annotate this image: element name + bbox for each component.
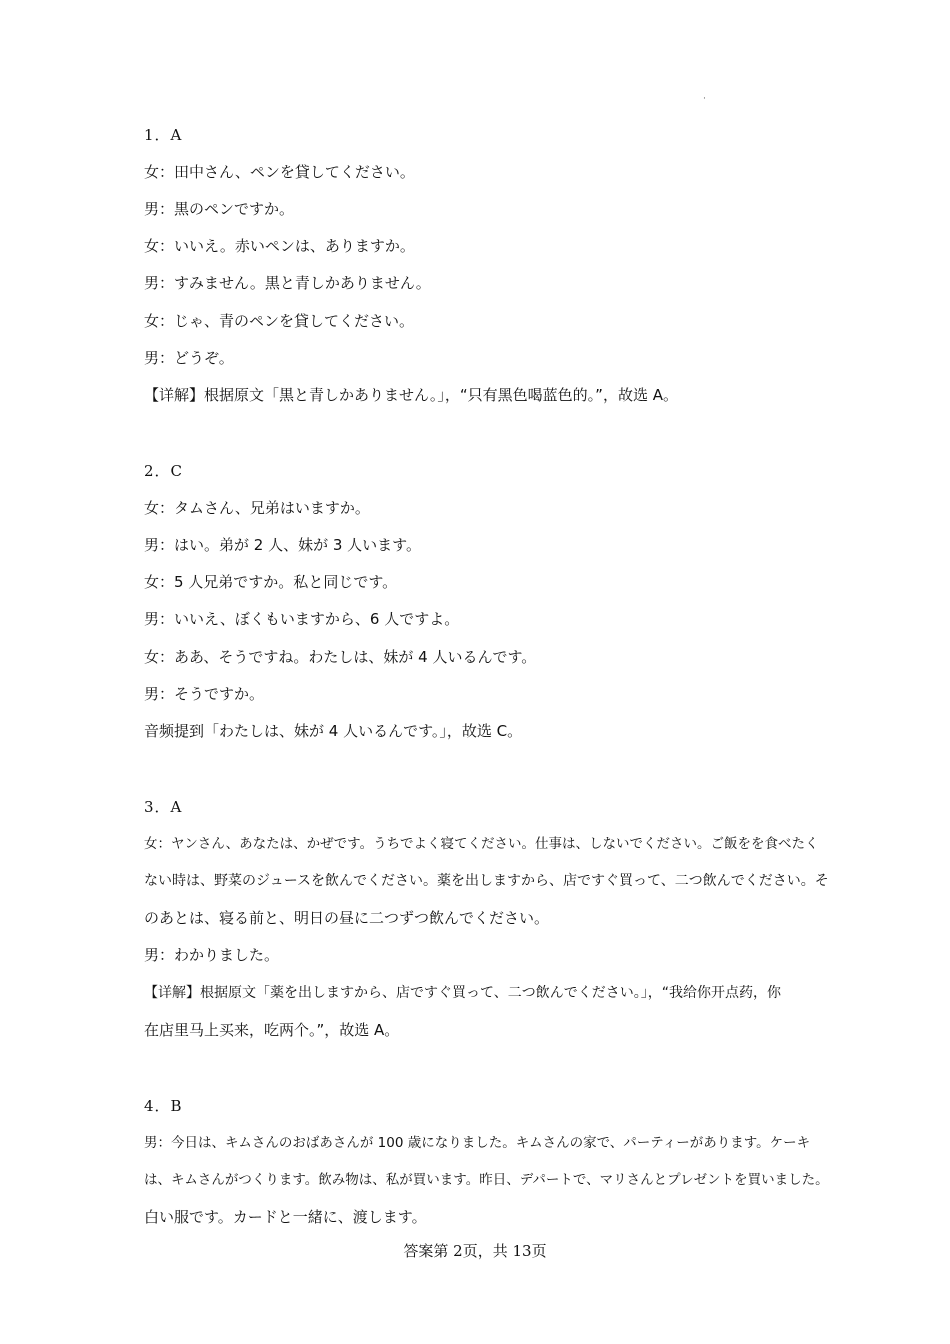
question-1-line-1: 女：田中さん、ペンを貸してください。: [144, 163, 415, 181]
question-1-explanation: 【详解】根据原文「黒と青しかありません。」，“只有黑色喝蓝色的。”，故选 A。: [144, 386, 678, 404]
question-2-line-6: 男：そうですか。: [144, 685, 265, 703]
question-3-heading: 3．A: [144, 798, 183, 816]
question-4-line-2: は、キムさんがつくります。飲み物は、私が買います。昨日、デパートで、マリさんとプレゼントを買いました。: [144, 1172, 829, 1188]
question-4-heading: 4．B: [144, 1097, 183, 1115]
question-3-explanation-1: 【详解】根据原文「薬を出しますから、店ですぐ買って、二つ飲んでください。」，“我给你开点药，你: [144, 985, 781, 1001]
question-1-line-2: 男：黒のペンですか。: [144, 200, 295, 218]
question-2-line-5: 女：ああ、そうですね。わたしは、妹が 4 人いるんです。: [144, 648, 537, 666]
question-2-explanation: 音频提到「わたしは、妹が 4 人いるんです。」，故选 C。: [144, 722, 523, 740]
question-3-line-3: のあとは、寝る前と、明日の昼に二つずつ飲んでください。: [144, 909, 550, 927]
question-2-line-4: 男：いいえ、ぼくもいますから、6 人ですよ。: [144, 610, 460, 628]
question-4-line-3: 白い服です。カードと一緒に、渡します。: [144, 1208, 427, 1226]
question-3-line-4: 男：わかりました。: [144, 946, 280, 964]
question-2-line-3: 女：5 人兄弟ですか。私と同じです。: [144, 573, 398, 591]
question-3-line-1: 女：ヤンさん、あなたは、かぜです。うちでよく寝てください。仕事は、しないでください。ご飯をを食べたく: [144, 836, 819, 852]
page-footer: 答案第 2页，共 13页: [403, 1242, 547, 1260]
question-2-heading: 2．C: [144, 462, 184, 480]
question-1-heading: 1．A: [144, 126, 183, 144]
question-4-line-1: 男：今日は、キムさんのおばあさんが 100 歳になりました。キムさんの家で、パーティーがあります。ケーキ: [144, 1135, 811, 1151]
question-1-line-6: 男：どうぞ。: [144, 349, 234, 367]
question-1-line-4: 男：すみません。黒と青しかありません。: [144, 274, 431, 292]
question-3-line-2: ない時は、野菜のジュースを飲んでください。薬を出しますから、店ですぐ買って、二つ飲んでください。そ: [144, 873, 829, 889]
question-1-line-5: 女：じゃ、青のペンを貸してください。: [144, 312, 415, 330]
question-3-explanation-2: 在店里马上买来，吃两个。”，故选 A。: [144, 1021, 400, 1039]
question-1-line-3: 女：いいえ。赤いペンは、ありますか。: [144, 237, 415, 255]
question-2-line-1: 女：タムさん、兄弟はいますか。: [144, 499, 370, 517]
header-mark: ·: [703, 94, 706, 104]
question-2-line-2: 男：はい。弟が 2 人、妹が 3 人います。: [144, 536, 421, 554]
